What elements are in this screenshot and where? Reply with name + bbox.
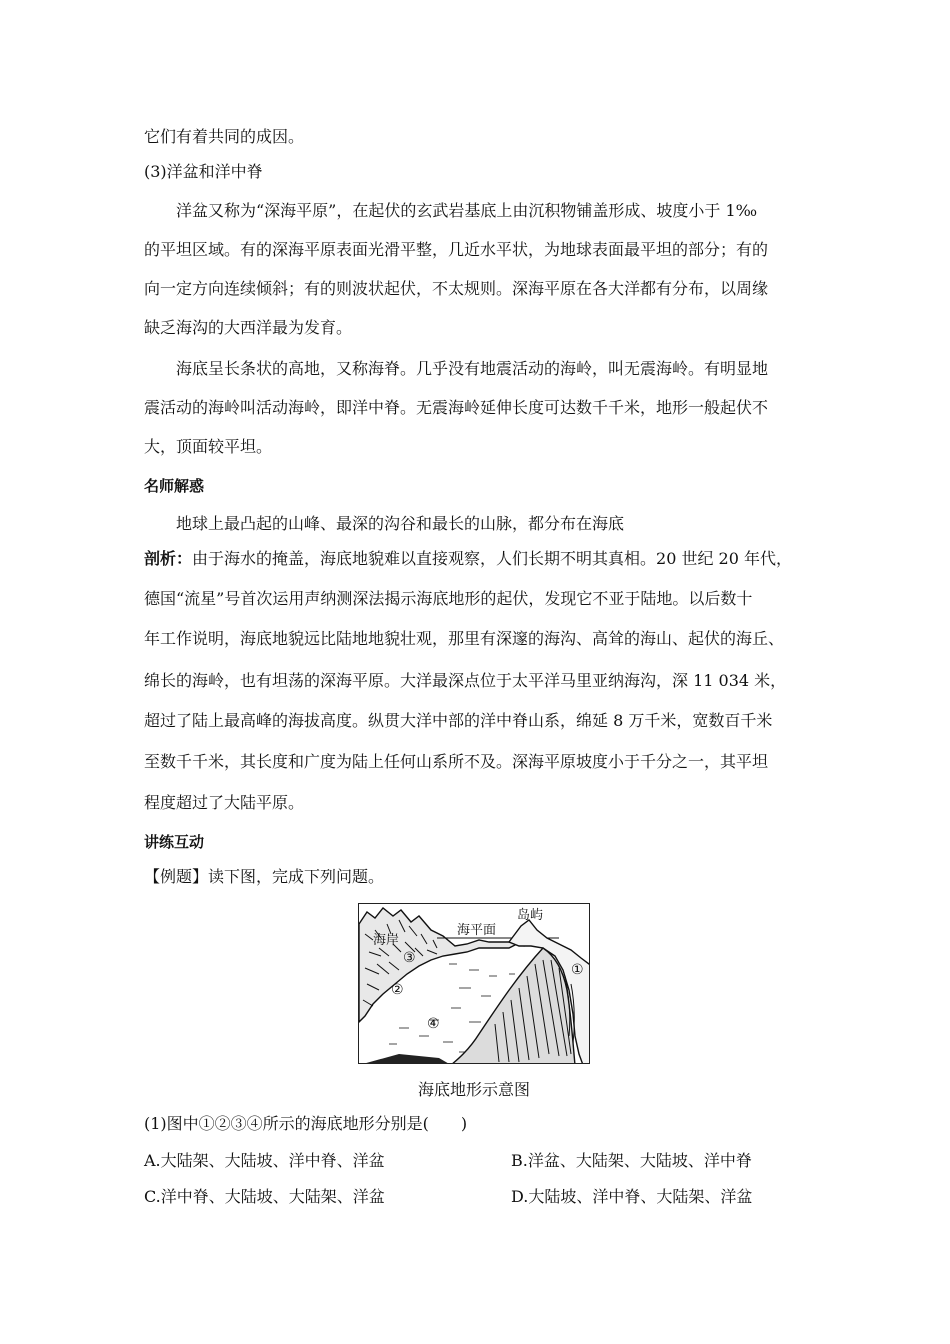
marker-4: ④ [427,1016,440,1032]
paragraph-line: 洋盆又称为“深海平原”，在起伏的玄武岩基底上由沉积物铺盖形成、坡度小于 1‰ [176,201,758,220]
analysis-line: 年工作说明，海底地貌远比陆地地貌壮观，那里有深邃的海沟、高耸的海山、起伏的海丘、 [144,629,785,648]
marker-3: ③ [403,950,416,966]
analysis-line: 超过了陆上最高峰的海拔高度。纵贯大洋中部的洋中脊山系，绵延 8 万千米，宽数百千米 [144,711,773,730]
option-a[interactable]: A.大陆架、大陆坡、洋中脊、洋盆 [144,1151,385,1170]
option-c[interactable]: C.洋中脊、大陆坡、大陆架、洋盆 [144,1187,385,1206]
paragraph-line: 向一定方向连续倾斜；有的则波状起伏，不太规则。深海平原在各大洋都有分布，以周缘 [144,279,769,298]
analysis-line [144,549,806,569]
marker-1: ① [571,962,584,978]
paragraph-line: 大，顶面较平坦。 [144,437,273,456]
analysis-label: 剖析： [144,549,193,568]
analysis-first-line: 由于海水的掩盖，海底地貌难以直接观察，人们长期不明其真相。20 世纪 20 年代， [192,549,792,568]
paragraph-line: 的平坦区域。有的深海平原表面光滑平整，几近水平状，为地球表面最平坦的部分；有的 [144,240,769,259]
marker-2: ② [391,982,404,998]
seafloor-figure [358,903,590,1064]
section-heading-teacher: 名师解惑 [144,477,205,495]
analysis-line: 至数千千米，其长度和广度为陆上任何山系所不及。深海平原坡度小于千分之一，其平坦 [144,752,769,771]
example-prompt: 【例题】读下图，完成下列问题。 [144,867,385,886]
teacher-statement: 地球上最凸起的山峰、最深的沟谷和最长的山脉，都分布在海底 [176,514,625,533]
label-coast: 海岸 [373,933,400,948]
label-sea-level: 海平面 [457,923,497,938]
analysis-line: 绵长的海岭，也有坦荡的深海平原。大洋最深点位于太平洋马里亚纳海沟，深 11 034 米， [144,671,787,690]
seafloor-illustration [359,904,590,1064]
option-d[interactable]: D.大陆坡、洋中脊、大陆架、洋盆 [511,1187,753,1206]
section-heading-practice: 讲练互动 [144,833,205,851]
trench-slope [451,948,575,1064]
label-island: 岛屿 [517,908,544,923]
subsection-heading: (3)洋盆和洋中脊 [144,162,263,181]
question-stem: (1)图中①②③④所示的海底地形分别是( ) [144,1114,468,1133]
option-b[interactable]: B.洋盆、大陆架、大陆坡、洋中脊 [511,1151,752,1170]
analysis-line: 德国“流星”号首次运用声纳测深法揭示海底地形的起伏，发现它不亚于陆地。以后数十 [144,589,753,608]
sea-floor [359,1054,451,1064]
paragraph-line: 海底呈长条状的高地，又称海脊。几乎没有地震活动的海岭，叫无震海岭。有明显地 [176,359,769,378]
analysis-line: 程度超过了大陆平原。 [144,793,305,812]
paragraph-line: 震活动的海岭叫活动海岭，即洋中脊。无震海岭延伸长度可达数千千米，地形一般起伏不 [144,398,769,417]
figure-caption: 海底地形示意图 [417,1080,530,1099]
paragraph-line: 缺乏海沟的大西洋最为发育。 [144,318,353,337]
text-line: 它们有着共同的成因。 [144,127,305,146]
